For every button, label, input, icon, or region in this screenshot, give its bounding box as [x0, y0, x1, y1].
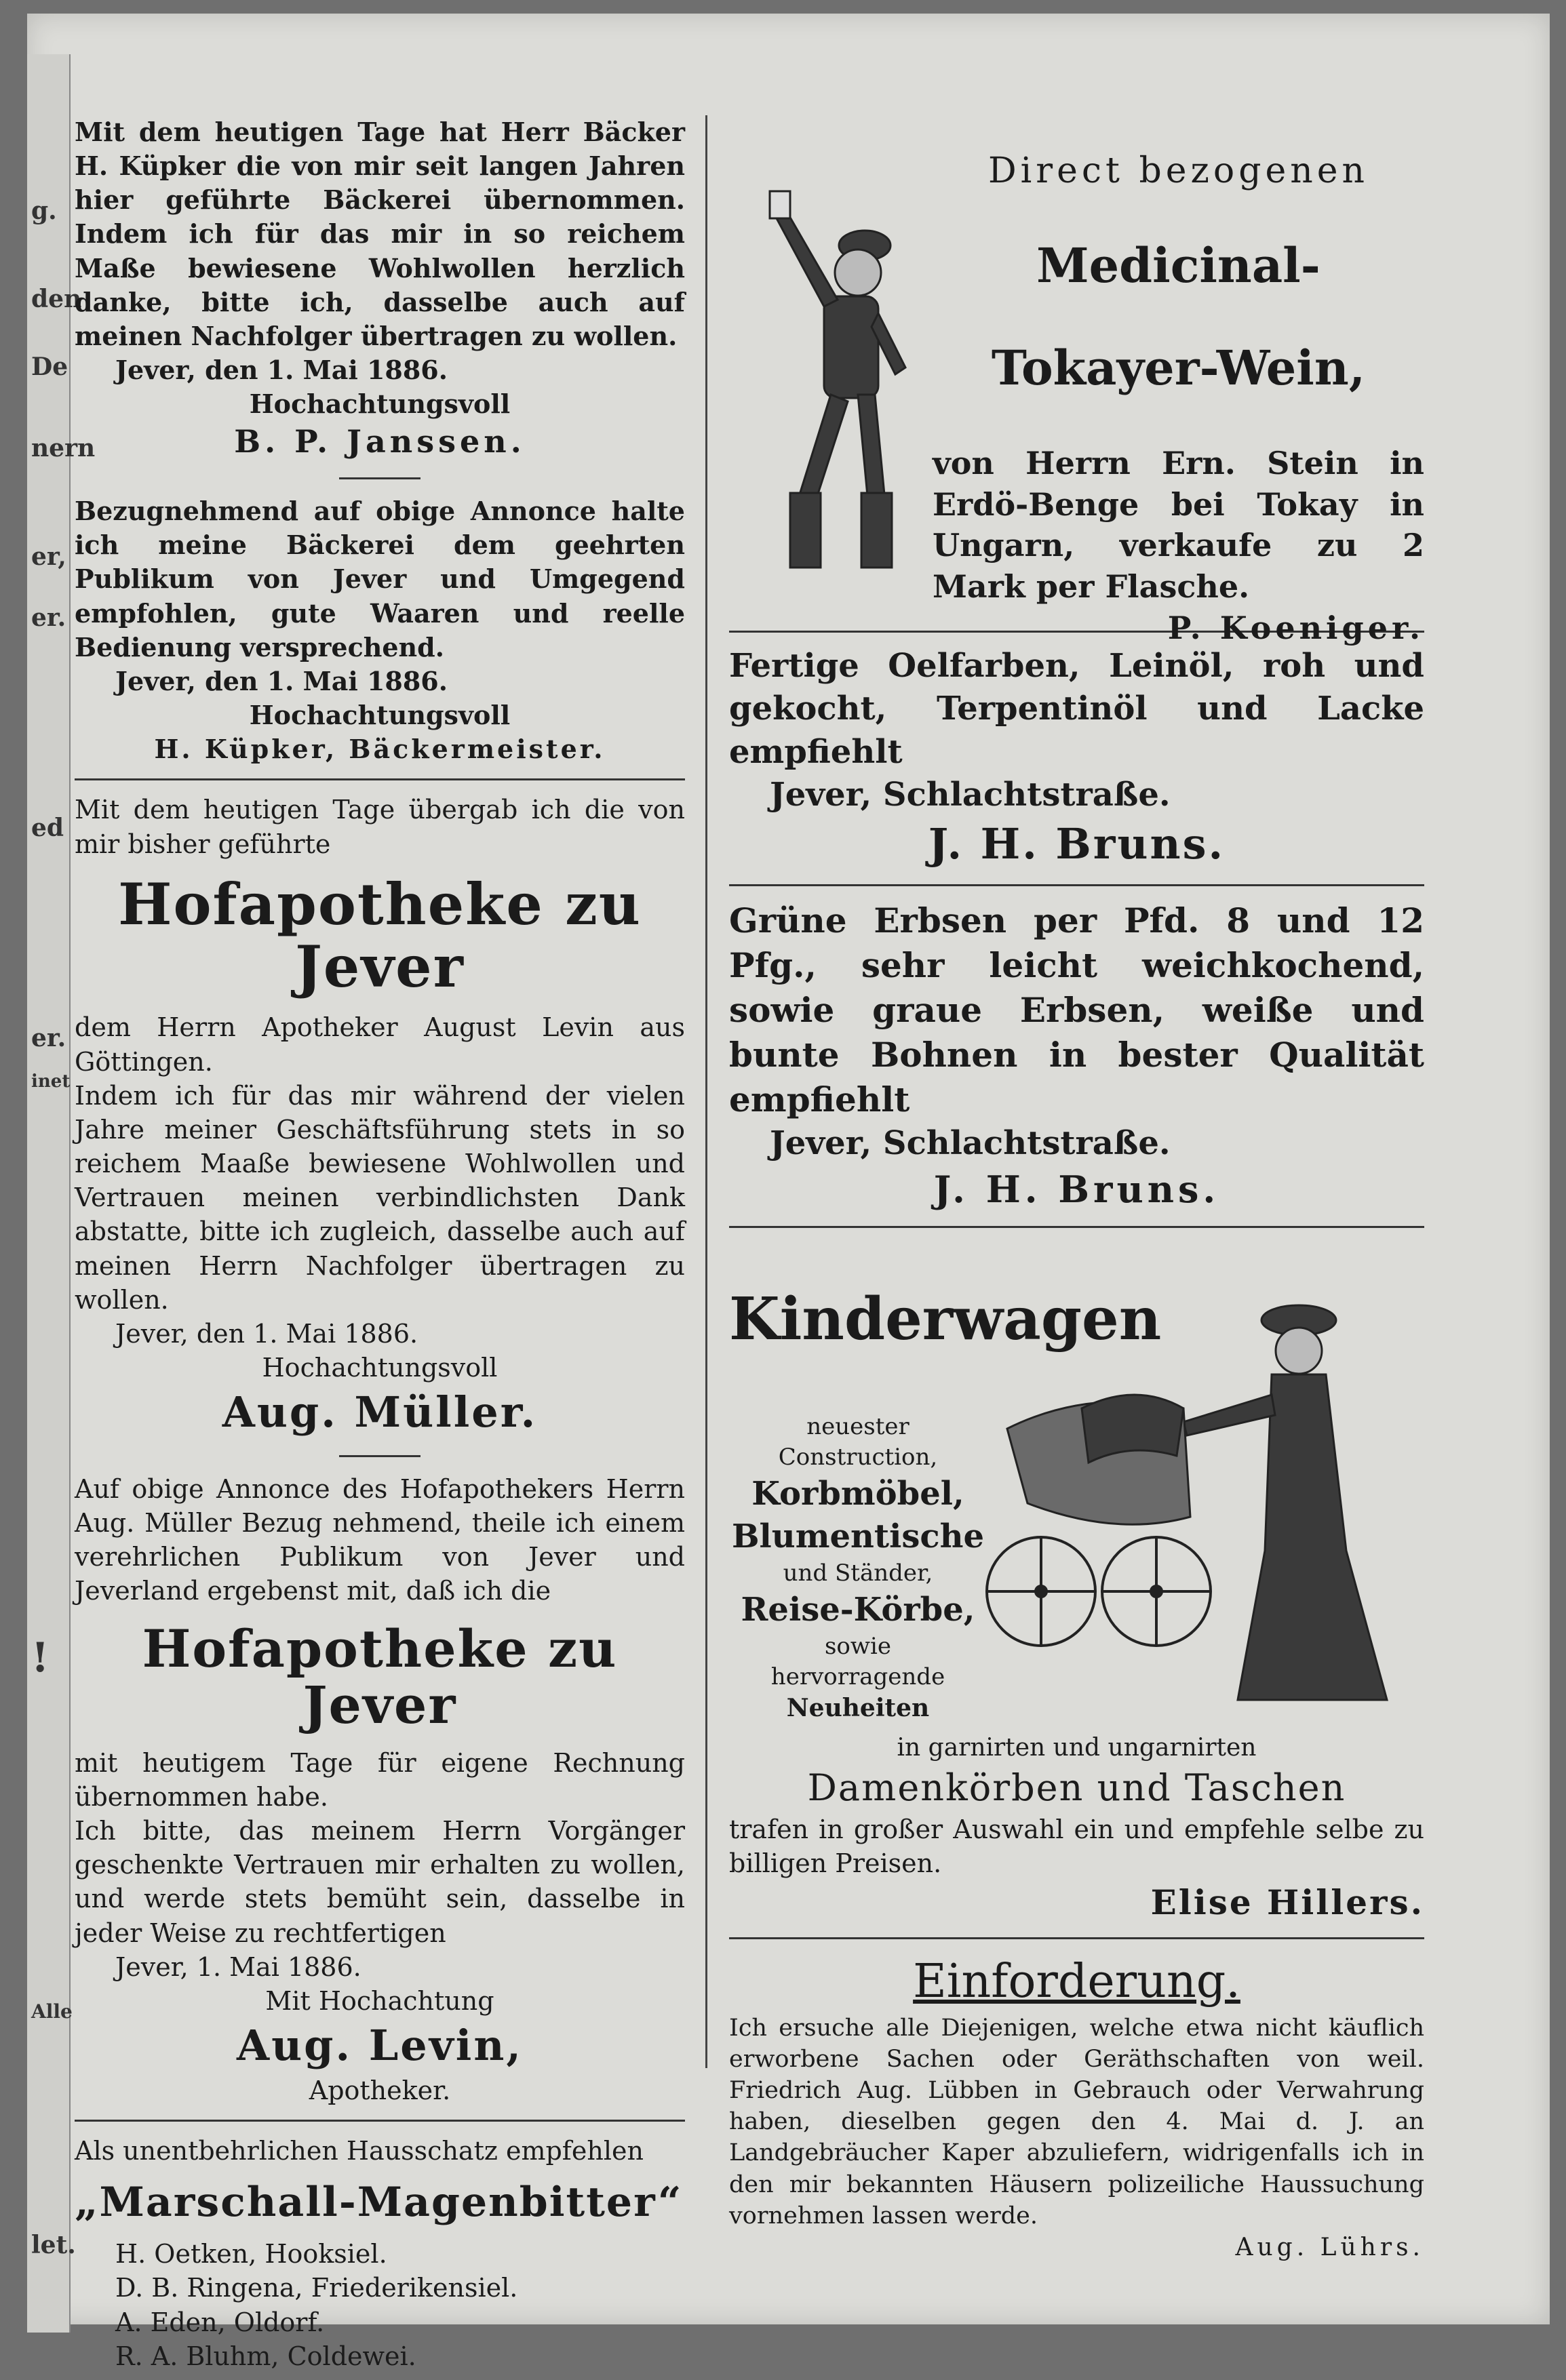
ad-erbsen [729, 898, 1424, 1214]
ad-title: Medicinal- [1036, 237, 1320, 294]
ad-text: Mit dem heutigen Tage hat Herr Bäcker H. Küpker die von mir seit langen Jahren hier geführte Bäckerei übernommen. Indem ich für das mir in so reichem Maße bewiesene Wohlwollen herzlich danke, bitte ich, dasselbe auch auf meinen Nachfolger übertragen zu wollen. [75, 117, 685, 351]
separator [729, 1226, 1424, 1228]
ad-item: Reise-Körbe, [741, 1591, 975, 1629]
ad-greeting: Hochachtungsvoll [262, 1353, 498, 1383]
margin-fragment: er, [31, 542, 66, 571]
ad-item: neuester Construction, [778, 1412, 938, 1471]
ad-hofapotheke-levin [75, 1472, 685, 2107]
ad-intro: Mit dem heutigen Tage übergab ich die von mir bisher geführte [75, 795, 685, 859]
ad-text: von Herrn Ern. Stein in Erdö-Benge bei Tokay in Ungarn, verkaufe zu 2 Mark per Flasche. [933, 445, 1424, 606]
margin-fragment: er. [31, 603, 66, 632]
ad-date: Jever, 1. Mai 1886. [115, 1951, 361, 1982]
ad-headline: Hofapotheke zu Jever [118, 870, 642, 1001]
woman-with-pram-illustration [980, 1293, 1414, 1713]
margin-fragment: g. [31, 197, 57, 225]
ad-text: Bezugnehmend auf obige Annonce halte ich meine Bäckerei dem geehrten Publikum von Jever und Umgegend empfohlen, gute Waaren und reelle Bedienung versprechend. [75, 496, 685, 662]
margin-fragment: er. [31, 1024, 66, 1052]
margin-fragment: De [31, 353, 68, 381]
left-column [75, 115, 685, 2380]
separator [729, 1937, 1424, 1939]
ad-text: Ich ersuche alle Diejenigen, welche etwa nicht käuflich erworbene Sachen oder Geräthschaften von weil. Friedrich Aug. Lübben in Gebrauch oder Verwahrung haben, dieselben gegen den 4. Mai d. J. an Landgebräucher Kaper abzuliefern, widrigenfalls ich in den mir bekannten Häusern polizeiliche Haussuchung vornehmen lassen werde. [729, 2014, 1424, 2229]
separator [729, 884, 1424, 886]
ad-kinderwagen [729, 1286, 1424, 1925]
right-column [729, 115, 1424, 2270]
ad-item: hervorragende [770, 1663, 945, 1691]
seller-line: A. Eden, Oldorf. [115, 2307, 325, 2337]
ad-headline: Hofapotheke zu Jever [142, 1618, 618, 1736]
seller-line: H. Oetken, Hooksiel. [115, 2239, 387, 2269]
ad-text: Indem ich für das mir während der vielen Jahre meiner Geschäftsführung stets in so reichem Maaße bewiesene Wohlwollen und Vertrauen meinen verbindlichsten Dank abstatte, bitte ich zugleich, dasselbe auch auf meinen Herrn Nachfolger übertragen zu wollen. [75, 1080, 685, 1315]
margin-fragment: nern [31, 434, 96, 462]
newspaper-page [27, 14, 1550, 2371]
ad-text: trafen in großer Auswahl ein und empfehle selbe zu billigen Preisen. [729, 1814, 1424, 1878]
ad-signature: H. Küpker, Bäckermeister. [154, 734, 606, 765]
ad-text: dem Herrn Apotheker August Levin aus Göttingen. [75, 1012, 685, 1077]
man-with-glass-illustration [729, 151, 926, 584]
ad-text: Grüne Erbsen per Pfd. 8 und 12 Pfg., sehr leicht weichkochend, sowie graue Erbsen, weiße und bunte Bohnen in bester Qualität empfiehlt [729, 900, 1424, 1120]
separator [75, 2120, 685, 2122]
ad-oelfarben [729, 645, 1424, 872]
margin-fragment: ed [31, 814, 64, 842]
ad-tokayer-wein [729, 151, 1424, 646]
ad-magenbitter [75, 2134, 685, 2373]
separator [339, 1455, 420, 1457]
adjacent-page-edge [27, 54, 96, 2333]
seller-line: R. A. Bluhm, Coldewei. [115, 2341, 416, 2371]
ad-signature: Elise Hillers. [1150, 1882, 1424, 1922]
ad-date: Jever, den 1. Mai 1886. [115, 1318, 418, 1349]
ad-text: Auf obige Annonce des Hofapothekers Herrn Aug. Müller Bezug nehmend, theile ich einem verehrlichen Publikum von Jever und Jeverland ergebenst mit, daß ich die [75, 1474, 685, 1606]
ad-role: Apotheker. [309, 2075, 451, 2105]
ad-item: Neuheiten [786, 1694, 930, 1723]
ad-title: Kinderwagen [729, 1284, 1162, 1353]
ad-signature: P. Koeniger. [1167, 609, 1424, 646]
ad-hofapotheke-mueller [75, 793, 685, 1440]
ad-item: sowie [824, 1633, 891, 1661]
ad-text: mit heutigem Tage für eigene Rechnung übernommen habe. [75, 1747, 685, 1812]
ad-headline: Damenkörben und Taschen [807, 1766, 1346, 1810]
column-divider [705, 115, 707, 2068]
ad-line: Direct bezogenen [987, 151, 1369, 191]
ad-headline: „Marschall-Magenbitter“ [75, 2179, 683, 2227]
ad-einforderung [729, 1951, 1424, 2264]
ad-greeting: Mit Hochachtung [265, 1985, 494, 2016]
ad-item: Blumentische [731, 1517, 985, 1555]
ad-greeting: Hochachtungsvoll [249, 700, 511, 731]
ad-date: Jever, den 1. Mai 1886. [115, 665, 448, 696]
separator [75, 778, 685, 780]
margin-fragment: inet [31, 1071, 71, 1092]
ad-text: Ich bitte, das meinem Herrn Vorgänger geschenkte Vertrauen mir erhalten zu wollen, und werde stets bemüht sein, dasselbe in jeder Weise zu rechtfertigen [75, 1816, 685, 1948]
ad-date: Jever, den 1. Mai 1886. [115, 355, 448, 386]
ad-place: Jever, Schlachtstraße. [770, 1124, 1171, 1163]
separator [339, 477, 420, 479]
margin-fragment: ! [31, 1634, 50, 1682]
ad-signature: Aug. Müller. [222, 1387, 538, 1437]
seller-line: D. B. Ringena, Friederikensiel. [115, 2273, 518, 2303]
ad-item: und Ständer, [783, 1560, 933, 1587]
ad-text: Fertige Oelfarben, Leinöl, roh und gekocht, Terpentinöl und Lacke empfiehlt [729, 647, 1424, 771]
ad-baeckerei-janssen [75, 115, 685, 462]
ad-item: Korbmöbel, [751, 1474, 964, 1513]
ad-signature: B. P. Janssen. [234, 423, 526, 460]
ad-signature: J. H. Bruns. [928, 819, 1226, 869]
ad-item: in garnirten und ungarnirten [897, 1733, 1257, 1762]
ad-title: Tokayer-Wein, [991, 339, 1366, 396]
ad-signature: Aug. Lührs. [1235, 2233, 1424, 2261]
ad-place: Jever, Schlachtstraße. [770, 776, 1171, 814]
margin-fragment: den [31, 285, 82, 313]
ad-signature: Aug. Levin, [237, 2021, 523, 2071]
ad-baeckerei-kuepker [75, 494, 685, 766]
margin-fragment: let. [31, 2231, 76, 2259]
margin-fragment: Alle [31, 2000, 73, 2023]
ad-signature: J. H. Bruns. [933, 1167, 1220, 1211]
ad-intro: Als unentbehrlichen Hausschatz empfehlen [75, 2136, 644, 2166]
ad-title: Einforderung. [913, 1954, 1240, 2008]
ad-greeting: Hochachtungsvoll [249, 389, 511, 420]
